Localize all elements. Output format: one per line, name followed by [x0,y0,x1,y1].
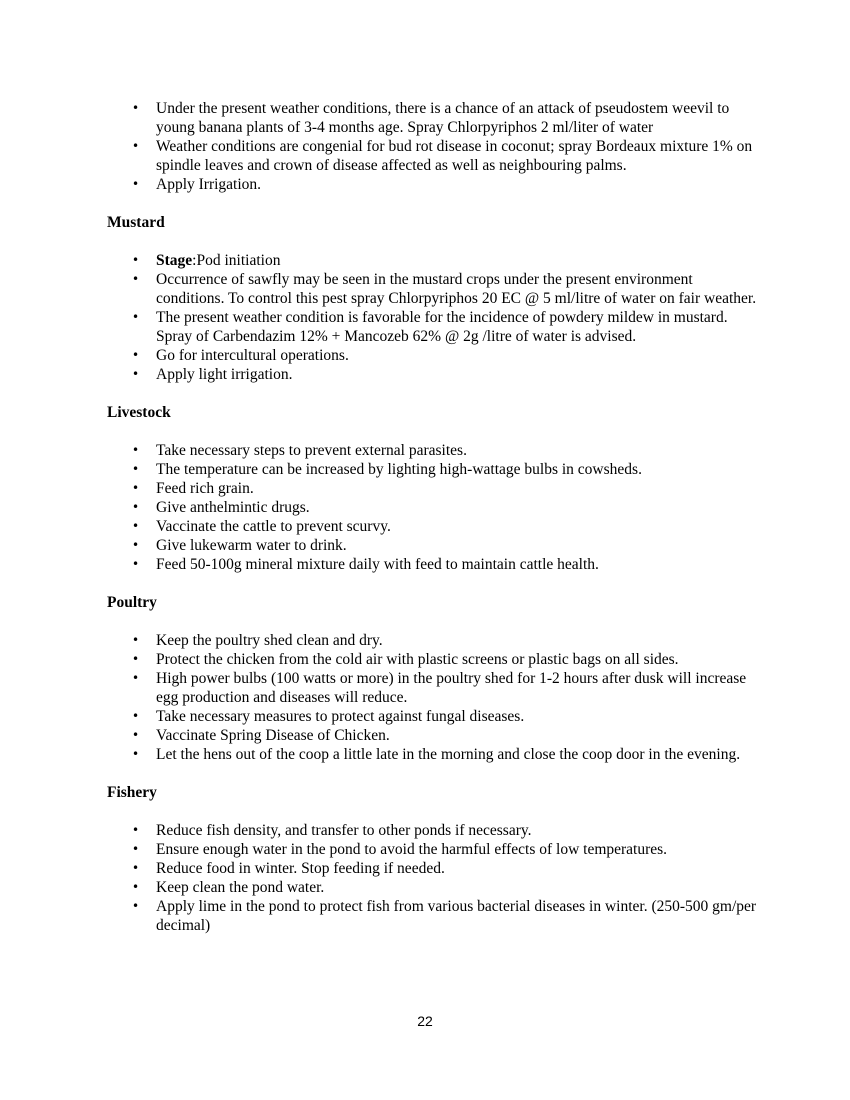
poultry-list [107,631,762,764]
list-item: • Feed 50-100g mineral mixture daily with feed to maintain cattle health. [107,555,762,574]
list-item: • Reduce fish density, and transfer to other ponds if necessary. [107,821,762,840]
intro-list [107,99,762,194]
list-item: • Protect the chicken from the cold air with plastic screens or plastic bags on all sides. [107,650,762,669]
list-item: • The temperature can be increased by lighting high-wattage bulbs in cowsheds. [107,460,762,479]
fishery-list [107,821,762,935]
list-item: • Take necessary steps to prevent external parasites. [107,441,762,460]
list-item: • Give lukewarm water to drink. [107,536,762,555]
list-item: • Keep clean the pond water. [107,878,762,897]
list-item: • Apply Irrigation. [107,175,762,194]
mustard-list [107,251,762,384]
list-item: • Vaccinate Spring Disease of Chicken. [107,726,762,745]
stage-value: :Pod initiation [192,252,281,269]
list-item: • Occurrence of sawfly may be seen in the mustard crops under the present environment conditions. To control this pest spray Chlorpyriphos 20 EC @ 5 ml/litre of water on fair weather. [107,270,762,308]
list-item: • Keep the poultry shed clean and dry. [107,631,762,650]
list-item: • Weather conditions are congenial for bud rot disease in coconut; spray Bordeaux mixture 1% on spindle leaves and crown of disease affected as well as neighbouring palms. [107,137,762,175]
section-heading-poultry: Poultry [107,594,157,611]
page-number: 22 [417,1013,433,1029]
section-heading-livestock: Livestock [107,404,171,421]
list-item: • Give anthelmintic drugs. [107,498,762,517]
livestock-list [107,441,762,574]
list-item: • Go for intercultural operations. [107,346,762,365]
list-item-stage [107,251,762,270]
list-item: • Vaccinate the cattle to prevent scurvy. [107,517,762,536]
page-content [107,99,762,935]
stage-label: Stage [156,252,193,269]
list-item: • Take necessary measures to protect against fungal diseases. [107,707,762,726]
list-item: • The present weather condition is favorable for the incidence of powdery mildew in mustard. Spray of Carbendazim 12% + Mancozeb 62% @ 2g /litre of water is advised. [107,308,762,346]
list-item: • Apply light irrigation. [107,365,762,384]
section-heading-fishery: Fishery [107,784,157,801]
list-item: • Let the hens out of the coop a little late in the morning and close the coop door in the evening. [107,745,762,764]
list-item: • High power bulbs (100 watts or more) in the poultry shed for 1-2 hours after dusk will increase egg production and diseases will reduce. [107,669,762,707]
list-item: • Under the present weather conditions, there is a chance of an attack of pseudostem weevil to young banana plants of 3-4 months age. Spray Chlorpyriphos 2 ml/liter of water [107,99,762,137]
list-item: • Ensure enough water in the pond to avoid the harmful effects of low temperatures. [107,840,762,859]
list-item: • Feed rich grain. [107,479,762,498]
list-item: • Reduce food in winter. Stop feeding if needed. [107,859,762,878]
list-item: • Apply lime in the pond to protect fish from various bacterial diseases in winter. (250-500 gm/per decimal) [107,897,762,935]
section-heading-mustard: Mustard [107,214,165,231]
